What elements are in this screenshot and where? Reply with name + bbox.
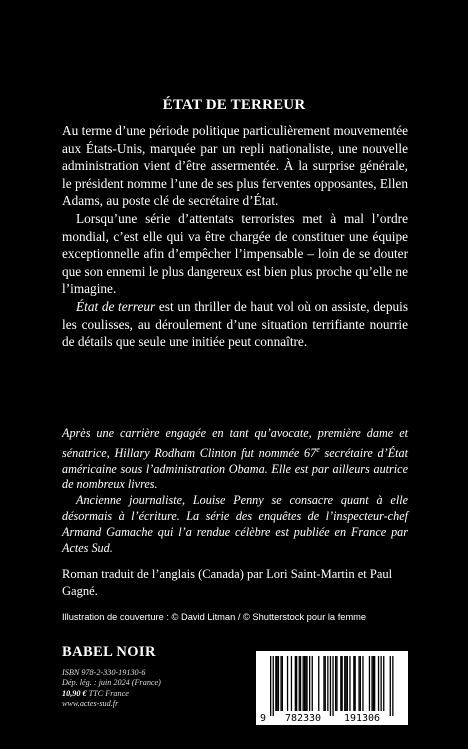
bio-clinton-text-a: Après une carrière engagée en tant qu’avocate, première dame et sénatrice, Hillary Rodham Clinton fut nommée 67 <box>62 426 408 460</box>
barcode-bar <box>304 656 305 711</box>
barcode-bar <box>336 656 337 711</box>
barcode-bar <box>390 656 391 716</box>
barcode-bar <box>360 656 361 711</box>
barcode-bar <box>325 656 326 711</box>
barcode-bar <box>378 656 379 711</box>
synopsis-paragraph-1: Au terme d’une période politique particulièrement mouvementée aux États-Unis, marquée par un repli nationaliste, une nouvelle administration vient d’être assermentée. À la surprise générale, le président nomme l’une de ses plus ferventes opposantes, Ellen Adams, au poste clé de secrétaire d’État. <box>62 123 408 209</box>
bio-clinton-sup: e <box>316 444 320 454</box>
barcode-bars <box>270 656 394 716</box>
barcode-bar <box>340 656 341 711</box>
barcode-bar <box>273 656 274 716</box>
price <box>62 689 161 699</box>
barcode-graphic <box>256 651 408 725</box>
barcode-bar <box>295 656 296 711</box>
barcode-bar <box>287 656 288 711</box>
barcode-bar <box>277 656 278 711</box>
barcode <box>256 651 408 725</box>
authors-bio <box>62 426 408 556</box>
barcode-bar <box>291 656 292 711</box>
isbn: ISBN 978-2-330-19130-6 <box>62 668 146 677</box>
barcode-bar <box>303 656 304 711</box>
barcode-bar <box>373 656 374 711</box>
barcode-digit-first: 9 <box>259 713 267 724</box>
barcode-bar <box>312 656 313 711</box>
barcode-bar <box>383 656 384 711</box>
barcode-bar <box>358 656 359 711</box>
barcode-bar <box>282 656 283 711</box>
illustration-credit: Illustration de couverture : © David Litman / © Shutterstock pour la femme <box>62 612 367 622</box>
barcode-digits-left: 782330 <box>284 713 322 724</box>
price-value: 10,90 € <box>62 688 87 698</box>
synopsis-book-title: État de terreur <box>76 298 156 314</box>
barcode-bar <box>342 656 343 711</box>
barcode-bar <box>349 656 350 711</box>
publisher-url: www.actes-sud.fr <box>62 699 119 709</box>
price-suffix: TTC France <box>86 688 129 698</box>
barcode-bar <box>318 656 319 711</box>
publication-meta <box>62 668 161 710</box>
barcode-bar <box>327 656 328 711</box>
publisher-collection: BABEL NOIR <box>62 644 156 660</box>
barcode-bar <box>381 656 382 711</box>
legal-deposit: Dép. lég. : juin 2024 (France) <box>62 678 161 688</box>
barcode-bar <box>299 656 300 711</box>
bio-penny: Ancienne journaliste, Louise Penny se consacre quant à elle désormais à l’écriture. La série des enquêtes de l’inspecteur-chef Armand Gamache qui l’a rendue célèbre est publiée en France par Actes Sud. <box>62 493 408 555</box>
barcode-bar <box>309 656 310 711</box>
book-title: ÉTAT DE TERREUR <box>162 97 306 113</box>
barcode-bar <box>330 656 331 716</box>
synopsis-paragraph-2: Lorsqu’une série d’attentats terroristes met à mal l’ordre mondial, c’est elle qui va être chargée de constituer une équipe exceptionnelle afin d’empêcher l’impensable – loin de se douter que son ennemi le plus dangereux est bien plus proche qu’elle ne l’imagine. <box>62 210 408 297</box>
bio-clinton-text-b: secrétaire d’État américaine sous l’administration Obama. Elle est par ailleurs autrice de nombreux livres. <box>62 445 409 492</box>
barcode-bar <box>371 656 372 711</box>
barcode-bar <box>332 656 333 716</box>
barcode-bar <box>280 656 281 711</box>
barcode-bar <box>305 656 306 711</box>
bio-clinton <box>62 426 408 493</box>
barcode-bar <box>306 656 307 711</box>
barcode-bar <box>344 656 345 711</box>
barcode-bar <box>374 656 375 711</box>
barcode-bar <box>392 656 393 716</box>
barcode-bar <box>353 656 354 711</box>
barcode-bar <box>335 656 336 711</box>
barcode-bar <box>369 656 370 711</box>
barcode-digits-right: 191306 <box>343 713 381 724</box>
barcode-bar <box>347 656 348 711</box>
barcode-bar <box>270 656 271 716</box>
barcode-bar <box>345 656 346 711</box>
synopsis <box>62 122 408 351</box>
barcode-bar <box>355 656 356 711</box>
synopsis-paragraph-3-text: est un thriller de haut vol où on assiste, depuis les coulisses, au déroulement d’une situation terrifiante nourrie de détails que seule une initiée peut connaître. <box>62 298 408 350</box>
barcode-bar <box>278 656 279 711</box>
barcode-bar <box>362 656 363 711</box>
synopsis-paragraph-3 <box>62 298 408 351</box>
barcode-bar <box>275 656 276 711</box>
barcode-bar <box>323 656 324 711</box>
barcode-bar <box>300 656 301 711</box>
translation-credit: Roman traduit de l’anglais (Canada) par Lori Saint-Martin et Paul Gagné. <box>62 567 393 598</box>
barcode-bar <box>296 656 297 711</box>
